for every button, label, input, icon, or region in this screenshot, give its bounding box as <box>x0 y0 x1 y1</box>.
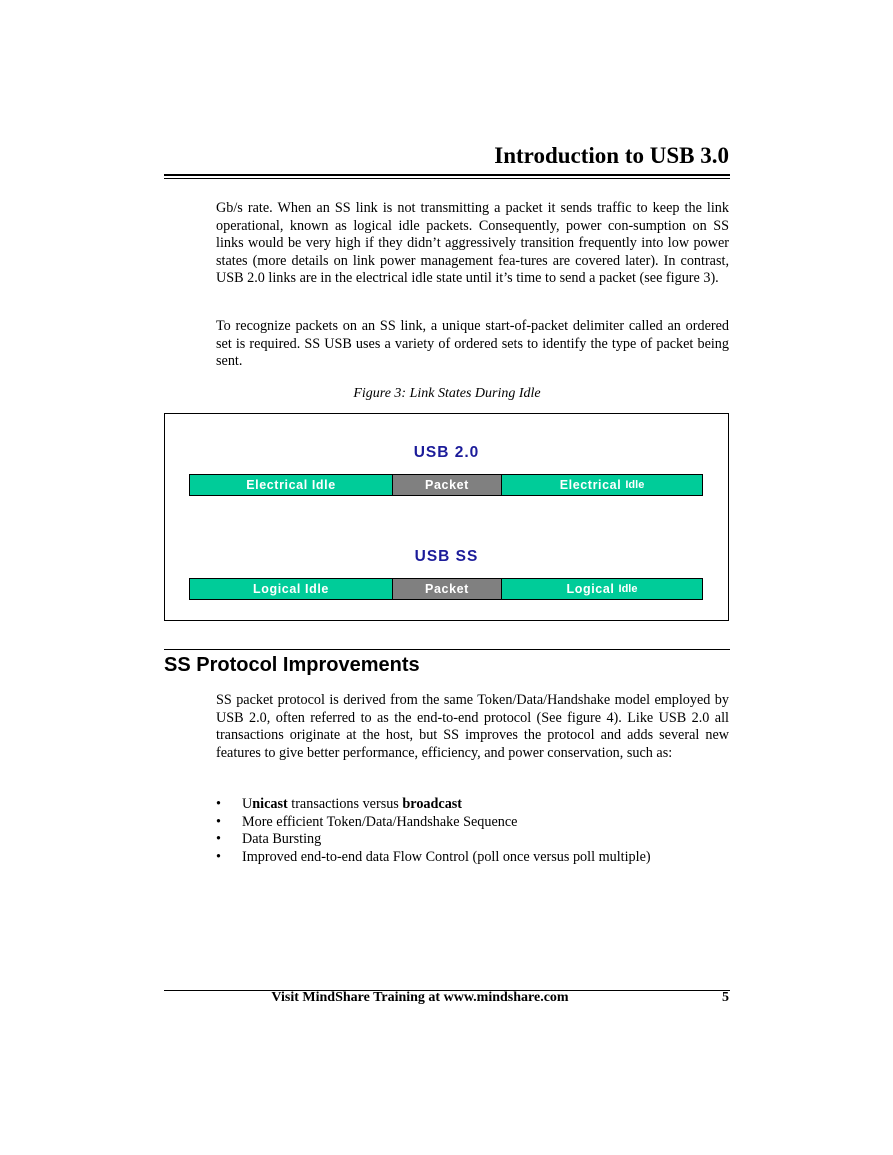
header-rule-thin <box>164 178 730 179</box>
segment-label-main: Logical <box>566 582 619 596</box>
page-header-title: Introduction to USB 3.0 <box>494 143 729 168</box>
section-rule <box>164 649 730 650</box>
paragraph-link-idle: Gb/s rate. When an SS link is not transmitting a packet it sends traffic to keep the link operational, known as logical idle packets. Consequently, power con-sumption on SS links would be very high if they didn’t aggressively transition frequently into low power states (more details on link power management fea-tures are covered later). In contrast, USB 2.0 links are in the electrical idle state until it’s time to send a packet (see figure 3). <box>216 200 729 287</box>
bullet-text: Improved end-to-end data Flow Control (poll once versus poll multiple) <box>242 848 651 865</box>
bullet-text-mid: transactions versus <box>287 796 403 812</box>
usb2-electrical-idle-segment-2 <box>502 475 702 495</box>
bullet-text-broadcast: broadcast <box>402 796 463 812</box>
list-item <box>216 814 729 832</box>
figure-caption: Figure 3: Link States During Idle <box>353 386 541 401</box>
bullet-text: Data Bursting <box>242 831 322 848</box>
bullet-text-unicast: nicast <box>252 796 288 812</box>
usbss-packet-segment: Packet <box>392 579 502 599</box>
section-heading: SS Protocol Improvements <box>164 654 420 676</box>
usbss-link-bar <box>189 578 703 600</box>
list-item <box>216 849 729 867</box>
improvements-list <box>216 796 729 866</box>
segment-label-small: Idle <box>625 479 645 491</box>
page-number: 5 <box>722 990 729 1005</box>
bullet-icon: • <box>216 813 221 830</box>
usb2-link-bar <box>189 474 703 496</box>
segment-label-small: Idle <box>618 583 638 595</box>
paragraph-ordered-sets: To recognize packets on an SS link, a unique start-of-packet delimiter called an ordered set is required. SS USB uses a variety of ordered sets to identify the type of packet being sent. <box>216 318 729 370</box>
bullet-icon: • <box>216 848 221 865</box>
usbss-title: USB SS <box>414 548 479 565</box>
header-rule <box>164 174 730 176</box>
bullet-icon: • <box>216 796 221 812</box>
usbss-logical-idle-segment: Logical Idle <box>190 579 392 599</box>
usbss-logical-idle-segment-2 <box>502 579 702 599</box>
usb2-electrical-idle-segment: Electrical Idle <box>190 475 392 495</box>
link-states-figure <box>164 413 729 621</box>
bullet-text-u: U <box>242 796 253 812</box>
bullet-icon: • <box>216 831 221 848</box>
list-item <box>216 831 729 849</box>
usb2-packet-segment: Packet <box>392 475 502 495</box>
paragraph-protocol: SS packet protocol is derived from the same Token/Data/Handshake model employed by USB 2.0, often referred to as the end-to-end protocol (See figure 4). Like USB 2.0 all transactions originate at the host, but SS improves the protocol and adds several new features to give better performance, efficiency, and power conservation, such as: <box>216 692 729 761</box>
segment-label-main: Electrical <box>559 478 626 492</box>
footer-text: Visit MindShare Training at www.mindshare.com <box>271 990 569 1005</box>
usb2-title: USB 2.0 <box>413 444 480 461</box>
bullet-text: More efficient Token/Data/Handshake Sequence <box>242 813 518 830</box>
list-item <box>216 796 729 814</box>
